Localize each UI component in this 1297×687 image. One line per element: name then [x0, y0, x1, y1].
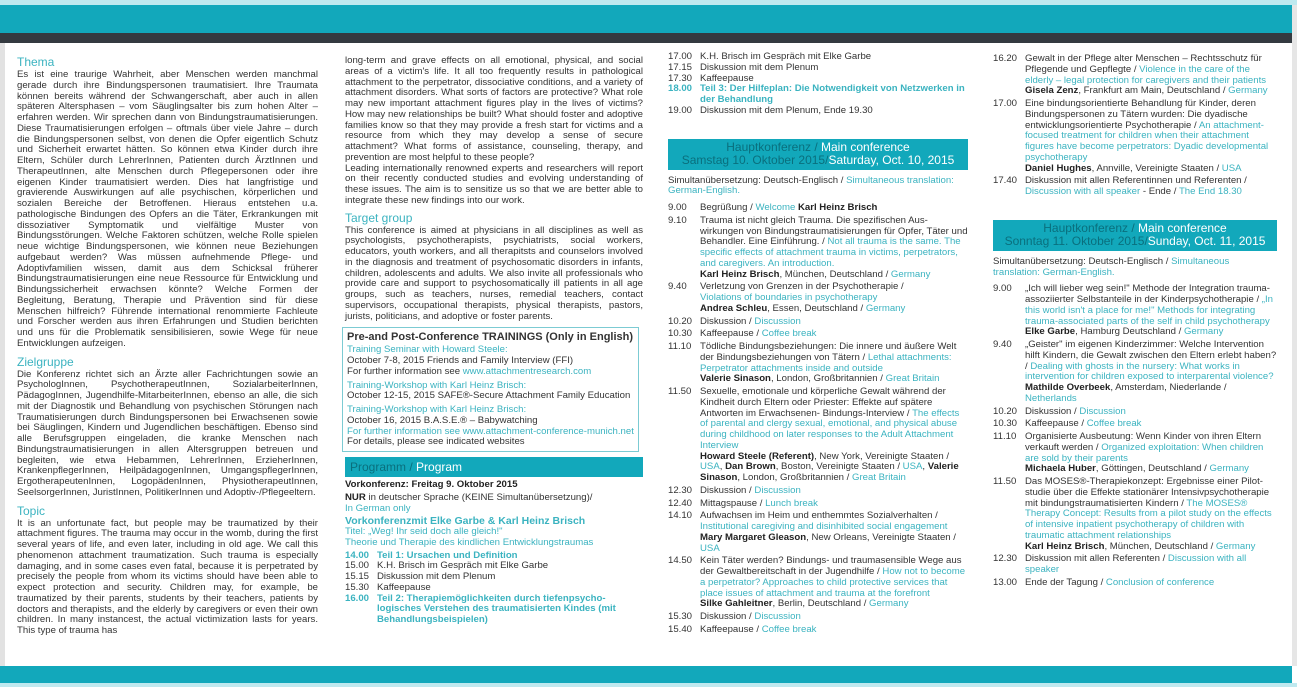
- topic-text-2: Leading internationally renowned experts and researchers will report on their recently conducted studies and evolving understanding of these issues. The aim is to sensitize us so that we are better able to integrate these new findings into our work.: [345, 162, 643, 206]
- german-text: Kaffeepause: [700, 72, 754, 84]
- speaker-name: Valerie Sinason: [700, 461, 959, 483]
- schedule-item: [668, 84, 968, 106]
- schedule-time: 15.40: [668, 623, 693, 635]
- thema-text: Es ist eine traurige Wahrheit, aber Menschen werden manchmal gerade durch ihre Bindungspersonen traumatisiert. Ihre Traumata können bereits während der Schwangerschaft, aber auch in allen späteren Altersphasen – vom Säuglingsalter bis zum hohen Alter – erfahren werden. Wir sprechen dann von Bindungstraumatisierungen. Diese Traumatisierungen erfolgen – oftmals über viele Jahre – durch die Bindungspersonen selbst, von denen die Opfer eigentlich Schutz und Sicherheit erwartet hätten. So können etwa Kinder durch ihre Eltern, Schüler durch LehrerInnen, Patienten durch ÄrztInnen und TherapeutInnen, alte Menschen durch Pflegepersonen oder ihre eigenen Kinder traumatisiert werden. Dies hat langfristige und gravierende Auswirkungen auf alle psychischen, körperlichen und sozialen Bereiche der Betroffenen. Hieraus entstehen u.a. pathologische Bindungen des Opfers an die Täter, Erkrankungen mit dissoziativer Symptomatik und vielfältige Muster von Bindungsstörungen. Welche Faktoren schützen, welche Rolle spielen neue wichtige Bindungspersonen, wie können neue Beziehungen aufgebaut werden? Was müssen aufnehmende Pflege- und Adoptivfamilien wissen, damit aus dem Schicksal früherer Bindungstraumatisierungen eine neue Ressource für Entwicklung und Bindungssicherheit erwachsen könnte? Welche Formen der Begleitung, Beratung, Therapie und Prävention sind für diese Menschen hilfreich? Führende international renommierte Fachleute und Forscher werden aus ihren Erfahrungen und Studien berichten und uns für die Problematik sensibilisieren, sowie Wege für neue Entwicklungen aufzeigen.: [17, 69, 318, 349]
- schedule-item: [993, 284, 1277, 338]
- german-text: Kaffeepause /: [700, 623, 762, 635]
- sat-translation-note: [668, 176, 968, 198]
- english-text: Discussion: [754, 484, 801, 496]
- schedule-time: 12.30: [668, 484, 693, 496]
- zielgruppe-text: Die Konferenz richtet sich an Ärzte aller Fachrichtungen sowie an PsychologInnen, PsychotherapeutInnen, SozialarbeiterInnen, PädagogInnen, Jugendhilfe-MitarbeiterInnen, ebenso an alle, die sich mit der Diagnostik und Behandlung von psychischen Störungen nach Traumatisierungen durch Bindungspersonen bei Erwachsenen sowie bei Säuglingen, Kindern und Jugendlichen beschäftigen. Ebenso sind alle Berufsgruppen eingeladen, die kranke Menschen nach Bindungstraumatisierungen in allen Altersgruppen betreuen und begleiten, wie etwa Hebammen, LehrerInnen, ErzieherInnen, KrankenpflegerInnen, HeilpädagogenInnen, UmgangspflegerInnen, ErgotherapeutenInnen, LogopädenInnen, PhysiotherapeutInnen, SeelsorgerInnen, JuristInnen, PolitikerInnen und Adoptiv-/Pflegeeltern.: [17, 368, 318, 498]
- german-text: Ende der Tagung /: [1025, 576, 1106, 588]
- german-text: „Geister" im eigenen Kinderzimmer: Welche Intervention hilft Kindern, die Gewalt zwischen den Eltern erlebt haben? /: [1025, 339, 1277, 372]
- german-text: - Ende /: [1140, 186, 1179, 197]
- german-text: Diskussion /: [700, 611, 755, 622]
- schedule-time: 11.50: [668, 386, 692, 397]
- speaker-name: Dan Brown: [725, 461, 776, 473]
- sun-band-de: Hauptkonferenz: [1043, 220, 1128, 235]
- german-text: Organisierte Ausbeutung: Wenn Kinder von ihren Eltern verkauft werden /: [1025, 431, 1262, 453]
- schedule-time: 18.00: [668, 83, 693, 95]
- schedule-text: [700, 317, 968, 328]
- target-group-text: This conference is aimed at physicians in all disciplines as well as psychologists, psychotherapists, psychiatrists, social workers, educators, youth workers, and all therapitsts and counselors involved in the diagnosis and treatment of psychosomatic disorders in infants, children, adolescents and adults. We also invite all professionals who provide care and support to psychosomatically ill patients in all age groups, such as teachers, nurses, remedial teachers, contact supervisors, occupational therapists, physical therapists, pastors, jurists, politicians, and adoptive or foster parents.: [345, 224, 643, 322]
- schedule-item: [993, 99, 1277, 174]
- topic-text-continued: long-term and grave effects on all emotional, physical, and social areas of a victim's life. It all too frequently results in pathological attachment to the perpetrator, dissociative conditions, and a variety of attachment disorders. What sorts of factors are protective? What role may new important attachment figures play in the lives of victims? How may new relationships be built? What should foster and adoptive families know so that they may provide a fresh start for victims and a resource from which they may develop a sense of secure attachment? What forms of assistance, counseling, therapy, and prevention are most helpful to these people?: [345, 55, 643, 163]
- schedule-item: [668, 625, 968, 636]
- schedule-time: 15.15: [345, 571, 370, 582]
- schedule-time: 9.40: [668, 281, 687, 293]
- sunday-schedule: [993, 284, 1277, 588]
- sun-simul-de: Simultanübersetzung: Deutsch-Englisch /: [993, 255, 1172, 267]
- german-text: Diskussion /: [700, 484, 755, 496]
- german-text: , Hamburg Deutschland /: [1075, 326, 1184, 338]
- english-text: The MOSES® Therapy Concept: Results from a pilot study on the effects of intensive inpatient psychotherapy of children with traumatic attachment relationships: [1025, 497, 1272, 541]
- english-text: Discussion with all speaker: [1025, 553, 1247, 575]
- column-3: [668, 52, 968, 636]
- sun-date-en: Sunday, Oct. 11, 2015: [1147, 233, 1266, 248]
- english-text: The effects of parental and clergy sexual, emotional, and physical abuse during childhood on later responses to the Adult Attachment Interview: [700, 407, 960, 451]
- english-text: Conclusion of conference: [1105, 576, 1215, 588]
- program-band-sep: /: [406, 460, 417, 474]
- schedule-text: [700, 387, 968, 484]
- schedule-text: [700, 342, 968, 385]
- english-text: Lethal attachments: Perpetrator attachments inside and outside: [700, 351, 952, 374]
- german-text: , New York, Vereinigte Staaten /: [814, 450, 950, 462]
- english-text: Great Britain: [852, 472, 906, 483]
- schedule-time: 10.30: [668, 328, 693, 340]
- german-text: Sexuelle, emotionale und körperliche Gewalt während der Kindheit durch Eltern oder Priester: Effekte auf spätere Antworten im Erwachsenen- Bindungs-Interview /: [700, 386, 946, 419]
- training-1-title: Training Seminar with Howard Steele:: [347, 344, 508, 356]
- german-text: Eine bindungsorientierte Behandlung für Kinder, deren Bindungspersonen zu Tätern wurden: Die dyadische entwicklungsorientierte Psychotherapie /: [1025, 98, 1256, 131]
- training-3-info-link[interactable]: For further information see www.attachment-conference-munich.net: [347, 425, 634, 437]
- schedule-time: 9.00: [668, 202, 687, 213]
- sun-translation-note: [993, 257, 1277, 279]
- schedule-item: [668, 556, 968, 610]
- schedule-time: 16.20: [993, 53, 1018, 64]
- english-text: USA: [902, 461, 923, 473]
- sat-date-de: Samstag 10. Oktober 2015: [681, 152, 826, 167]
- schedule-item: [668, 342, 968, 385]
- schedule-text: [700, 511, 968, 554]
- german-text: Teil 1: Ursachen und Definition: [377, 549, 518, 561]
- schedule-item: [993, 432, 1277, 475]
- schedule-time: 11.50: [993, 476, 1017, 487]
- speaker-name: Mary Margaret Gleason: [700, 531, 807, 543]
- schedule-item: [668, 329, 968, 340]
- german-text: , London, Großbritannien /: [770, 373, 886, 385]
- header-band: [0, 5, 1292, 33]
- schedule-time: 17.40: [993, 175, 1018, 187]
- english-text: Violence in the care of the elderly – legal protection for caregivers and their patients: [1025, 63, 1267, 86]
- schedule-time: 10.30: [993, 418, 1018, 430]
- sat-simul-de: Simultanübersetzung: Deutsch-Englisch /: [668, 174, 847, 186]
- english-text: „In this world isn't a place for me!" Methods for integrating trauma-associated parts of the self in child psychotherapy: [1025, 294, 1273, 327]
- schedule-item: [993, 419, 1277, 430]
- german-text: , London, Großbritannien /: [737, 472, 852, 483]
- program-band-en: Program: [416, 460, 463, 474]
- schedule-item: [993, 407, 1277, 418]
- german-text: Teil 2: Therapiemöglichkeiten durch tiefenpsychologisches Verstehen des traumatisierten Kindes (mit Behandlungsbeispielen): [377, 592, 616, 625]
- german-text: Diskussion mit allen Referentinnen und Referenten /: [1025, 175, 1247, 187]
- saturday-schedule-part-1: [668, 203, 968, 636]
- german-text: Kaffeepause /: [1025, 418, 1087, 430]
- speaker-name: Karl Heinz Brisch: [1025, 540, 1105, 552]
- schedule-time: 13.00: [993, 576, 1018, 588]
- schedule-time: 17.30: [668, 72, 693, 84]
- german-text: , Boston, Vereinigte Staaten /: [775, 461, 903, 473]
- program-band-de: Programm: [350, 460, 407, 474]
- english-text: USA: [1221, 162, 1242, 174]
- trainings-box: [342, 327, 639, 452]
- english-text: Germany: [1215, 540, 1256, 552]
- german-text: Diskussion mit dem Plenum, Ende 19.30: [700, 104, 873, 116]
- schedule-time: 11.10: [993, 431, 1017, 442]
- right-margin: [1292, 5, 1297, 666]
- schedule-time: 10.20: [993, 405, 1018, 417]
- english-text: Germany: [1228, 85, 1268, 97]
- training-3-text: October 16, 2015 B.A.S.E.® – Babywatching: [347, 414, 538, 426]
- schedule-text: [1025, 407, 1277, 418]
- english-text: USA: [700, 542, 720, 554]
- german-text: , Annville, Vereinigte Staaten /: [1091, 162, 1222, 174]
- schedule-time: 12.30: [993, 553, 1018, 565]
- schedule-text: [700, 499, 968, 510]
- sun-band-sep: /: [1128, 220, 1139, 235]
- schedule-text: [1025, 284, 1277, 338]
- schedule-text: [1025, 554, 1277, 576]
- friday-schedule-part-1: [345, 551, 643, 626]
- trainings-details: For details, please see indicated websites: [347, 436, 525, 448]
- schedule-time: 17.00: [993, 98, 1018, 109]
- german-text: Tödliche Bindungsbeziehungen: Die innere und äußere Welt der Bindungsbeziehungen von Tätern /: [700, 341, 957, 363]
- sat-band-de: Hauptkonferenz: [726, 139, 811, 154]
- topic-heading: Topic: [17, 503, 46, 518]
- sunday-band: Hauptkonferenz / Main conference Sonntag 11. Oktober 2015/Sunday, Oct. 11, 2015: [993, 220, 1277, 251]
- schedule-item: [993, 54, 1277, 97]
- speaker-name: Karl Heinz Brisch: [797, 202, 878, 213]
- english-text: Institutional caregiving and disinhibited social engagement: [700, 521, 948, 532]
- german-text: Aufwachsen im Heim und enthemmtes Sozialverhalten /: [700, 510, 938, 522]
- schedule-item: [668, 511, 968, 554]
- english-text: Violations of boundaries in psychotherapy: [700, 292, 878, 303]
- english-text: Welcome: [755, 202, 798, 213]
- german-text: , Göttingen, Deutschland /: [1095, 463, 1210, 475]
- english-text: Dealing with ghosts in the nursery: What works in intervention for children exposed to interparental violence?: [1025, 360, 1274, 383]
- english-text: An attachment-focused treatment for children when their attachment figures have become perpetrators: Dyadic developmental psychotherapy: [1025, 119, 1269, 163]
- speaker-name: Valerie Sinason: [700, 373, 771, 385]
- german-text: ,: [922, 461, 928, 473]
- german-text: Teil 3: Der Hilfeplan: Die Notwendigkeit von Netzwerken in der Behandlung: [700, 83, 965, 105]
- schedule-text: [1025, 176, 1277, 198]
- speaker-name: Gisela Zenz: [1025, 85, 1079, 97]
- zielgruppe-heading: Zielgruppe: [17, 354, 74, 369]
- schedule-time: 11.10: [668, 341, 692, 352]
- schedule-text: [1025, 54, 1277, 97]
- german-text: „Ich will lieber weg sein!" Methode der Integration trauma-assoziierter Selbstanteile in der Kinderpsychotherapie /: [1025, 283, 1270, 305]
- schedule-item: [668, 486, 968, 497]
- german-text: Das MOSES®-Therapiekonzept: Ergebnisse einer Pilotstudie über die Effekte stationärer Intensivpsychotherapie mit bindungstraumatisierten Kindern /: [1025, 476, 1270, 509]
- english-text: Great Britain: [885, 373, 940, 385]
- schedule-text: [700, 486, 968, 497]
- speaker-name: Daniel Hughes: [1025, 162, 1092, 174]
- german-text: Diskussion mit dem Plenum: [377, 571, 496, 582]
- sun-simul-en: Simultaneous translation: German-English.: [993, 255, 1230, 278]
- speaker-name: Howard Steele (Referent): [700, 450, 815, 462]
- schedule-time: 9.10: [668, 214, 687, 226]
- schedule-text: [700, 556, 968, 610]
- german-text: K.H. Brisch im Gespräch mit Elke Garbe: [700, 51, 872, 62]
- schedule-text: [700, 106, 968, 117]
- schedule-item: [668, 282, 968, 314]
- english-text: Discussion: [1079, 405, 1126, 417]
- german-text: , New Orleans, Vereinigte Staaten /: [806, 531, 956, 543]
- speaker-name: Mathilde Overbeek: [1025, 382, 1111, 393]
- sat-date-en: Saturday, Oct. 10, 2015: [828, 152, 955, 167]
- schedule-item: [993, 477, 1277, 552]
- schedule-time: 19.00: [668, 104, 693, 116]
- column-1: [17, 52, 318, 637]
- english-text: Not all trauma is the same. The specific effects of attachment trauma in victims, perpetrators, and caregivers. An introduction.: [700, 236, 961, 269]
- schedule-text: [700, 329, 968, 340]
- english-text: Lunch break: [765, 497, 818, 509]
- schedule-time: 14.00: [345, 549, 370, 561]
- schedule-item: [668, 203, 968, 214]
- schedule-item: [668, 106, 968, 117]
- german-text: Begrüßung /: [700, 202, 756, 213]
- schedule-text: [1025, 432, 1277, 475]
- schedule-text: [700, 282, 968, 314]
- schedule-text: [1025, 419, 1277, 430]
- header-dark-band: [0, 33, 1292, 43]
- schedule-item: [668, 499, 968, 510]
- pre-nur: NUR: [345, 491, 366, 503]
- speaker-name: Michaela Huber: [1025, 463, 1096, 475]
- saturday-schedule-part-2: [993, 54, 1277, 198]
- sat-band-en: Main conference: [821, 139, 910, 154]
- target-group-heading: Target group: [345, 210, 413, 225]
- schedule-item: [993, 176, 1277, 198]
- german-text: Gewalt in der Pflege alter Menschen – Rechtsschutz für Pflegende und Gepflegte /: [1025, 53, 1262, 75]
- left-margin: [0, 43, 5, 666]
- schedule-time: 17.15: [668, 61, 693, 73]
- schedule-time: 9.00: [993, 283, 1012, 295]
- schedule-item: [668, 387, 968, 484]
- german-text: Diskussion /: [700, 315, 755, 327]
- speaker-name: Elke Garbe: [1025, 326, 1076, 338]
- german-text: Verletzung von Grenzen in der Psychotherapie /: [700, 281, 904, 293]
- schedule-item: [993, 340, 1277, 405]
- sat-simul-en: Simultaneous translation: German-English.: [668, 174, 954, 197]
- schedule-time: 10.20: [668, 315, 693, 327]
- schedule-time: 17.00: [668, 51, 693, 62]
- german-text: , München, Deutschland /: [1104, 540, 1216, 552]
- training-3-title: Training-Workshop with Karl Heinz Brisch:: [347, 404, 527, 415]
- german-text: K.H. Brisch im Gespräch mit Elke Garbe: [377, 560, 549, 572]
- german-text: , Frankfurt am Main, Deutschland /: [1078, 85, 1229, 97]
- german-text: , Essen, Deutschland /: [767, 302, 866, 314]
- sun-band-en: Main conference: [1138, 220, 1227, 235]
- thema-heading: Thema: [17, 55, 55, 69]
- german-text: , Berlin, Deutschland /: [772, 598, 870, 610]
- german-text: Mittagspause /: [700, 497, 766, 509]
- schedule-time: 16.00: [345, 592, 370, 604]
- german-text: Diskussion mit allen Referenten /: [1025, 553, 1168, 565]
- schedule-time: 12.40: [668, 497, 693, 509]
- german-text: , München, Deutschland /: [779, 268, 891, 280]
- english-text: How not to become a perpetrator? Approaches to child protective services that place issues of attachment and trauma at the forefront: [700, 566, 966, 599]
- german-text: Kaffeepause: [377, 581, 431, 593]
- schedule-item: [668, 216, 968, 281]
- bottom-border: [0, 683, 1297, 687]
- english-text: USA: [700, 461, 720, 473]
- german-text: , Amsterdam, Niederlande /: [1110, 382, 1227, 393]
- friday-schedule-part-2: [668, 52, 968, 117]
- pre-titel: Titel: „Weg! Ihr seid doch alle gleich!": [345, 526, 503, 537]
- training-2-text: October 12-15, 2015 SAFE®-Secure Attachment Family Education: [347, 390, 631, 402]
- german-text: Kaffeepause /: [700, 328, 762, 340]
- training-2-title: Training-Workshop with Karl Heinz Brisch:: [347, 379, 527, 391]
- english-text: Netherlands: [1025, 392, 1077, 404]
- schedule-item: [668, 612, 968, 623]
- schedule-item: [993, 578, 1277, 589]
- schedule-time: 15.30: [345, 581, 370, 593]
- german-text: Trauma ist nicht gleich Trauma. Die spezifischen Auswirkungen von Bindungstraumatisierungen für Opfer, Täter und Behandler. Eine Einführung. /: [700, 214, 968, 248]
- speaker-name: Silke Gahleitner: [700, 598, 773, 610]
- schedule-time: 14.10: [668, 510, 693, 522]
- pre-language-en: In German only: [345, 502, 411, 514]
- column-2: [345, 52, 643, 626]
- english-text: Germany: [1183, 326, 1224, 338]
- german-text: Kein Täter werden? Bindungs- und traumasensible Wege aus der Gewaltbereitschaft in der Jugendhilfe /: [700, 555, 962, 577]
- speaker-name: Karl Heinz Brisch: [700, 268, 780, 280]
- pre-subtitle: Vorkonferenzmit Elke Garbe & Karl Heinz Brisch: [345, 515, 586, 528]
- english-text: Discussion: [754, 611, 801, 622]
- schedule-text: [1025, 340, 1277, 405]
- program-band: [345, 457, 643, 477]
- sun-date-de: Sonntag 11. Oktober 2015: [1004, 233, 1145, 248]
- training-1-link[interactable]: www.attachmentresearch.com: [462, 365, 592, 377]
- training-1-info: For further information see: [347, 365, 463, 377]
- english-text: Discussion: [754, 315, 801, 327]
- english-text: Coffee break: [1086, 418, 1142, 430]
- schedule-item: [345, 594, 643, 626]
- english-text: Discussion with all speaker: [1025, 186, 1141, 197]
- english-text: Germany: [865, 302, 906, 314]
- schedule-time: 15.30: [668, 611, 693, 622]
- pre-theme: Theorie und Therapie des kindlichen Entwicklungstraumas: [345, 536, 594, 548]
- column-4: [993, 52, 1277, 589]
- german-text: Diskussion mit dem Plenum: [700, 61, 819, 73]
- english-text: Organized exploitation: When children are sold by their parents: [1025, 441, 1264, 464]
- english-text: Germany: [869, 598, 909, 610]
- schedule-item: [668, 317, 968, 328]
- trainings-title: Pre-and Post-Conference TRAININGS (Only in English): [347, 331, 634, 344]
- schedule-text: [700, 84, 968, 106]
- english-text: Germany: [890, 268, 931, 280]
- schedule-text: [377, 594, 643, 626]
- schedule-text: [700, 216, 968, 281]
- english-text: Coffee break: [761, 623, 817, 635]
- schedule-text: [700, 625, 968, 636]
- english-text: The End 18.30: [1178, 186, 1242, 197]
- schedule-time: 9.40: [993, 339, 1012, 350]
- schedule-text: [700, 612, 968, 623]
- training-1-text: October 7-8, 2015 Friends and Family Interview (FFI): [347, 355, 574, 366]
- footer-band: [0, 666, 1292, 683]
- schedule-time: 14.50: [668, 555, 693, 567]
- english-text: Coffee break: [761, 328, 817, 340]
- schedule-text: [1025, 477, 1277, 552]
- sat-band-sep: /: [811, 139, 822, 154]
- schedule-item: [993, 554, 1277, 576]
- schedule-text: [1025, 99, 1277, 174]
- pre-conference-title: Vorkonferenz: Freitag 9. Oktober 2015: [345, 479, 518, 490]
- schedule-text: [1025, 578, 1277, 589]
- topic-text: It is an unfortunate fact, but people may be traumatized by their attachment figures. The trauma may occur in the womb, during the first several years of life, and even later, including in old age. We call this phenomenon attachment traumatization. Such trauma is especially damaging, and in some cases even fatal, because it is perpetrated by precisely the people from whom its victims should have been able to expect protection and security. Children may, for example, be traumatized by their parents, students by their teachers, patients by doctors and therapists, and the elderly by caregivers or even their own children. In many instancest, the actual victimization lasts for years. This type of trauma has: [17, 518, 318, 636]
- german-text: Diskussion /: [1025, 405, 1080, 417]
- schedule-time: 15.00: [345, 560, 370, 572]
- speaker-name: Andrea Schleu: [700, 302, 768, 314]
- english-text: Germany: [1209, 463, 1249, 475]
- saturday-band: Hauptkonferenz / Main conference Samstag 10. Oktober 2015/Saturday, Oct. 10, 2015: [668, 139, 968, 170]
- german-text: ,: [719, 461, 726, 473]
- schedule-text: [700, 203, 968, 214]
- pre-language: in deutscher Sprache (KEINE Simultanübersetzung)/: [365, 491, 593, 503]
